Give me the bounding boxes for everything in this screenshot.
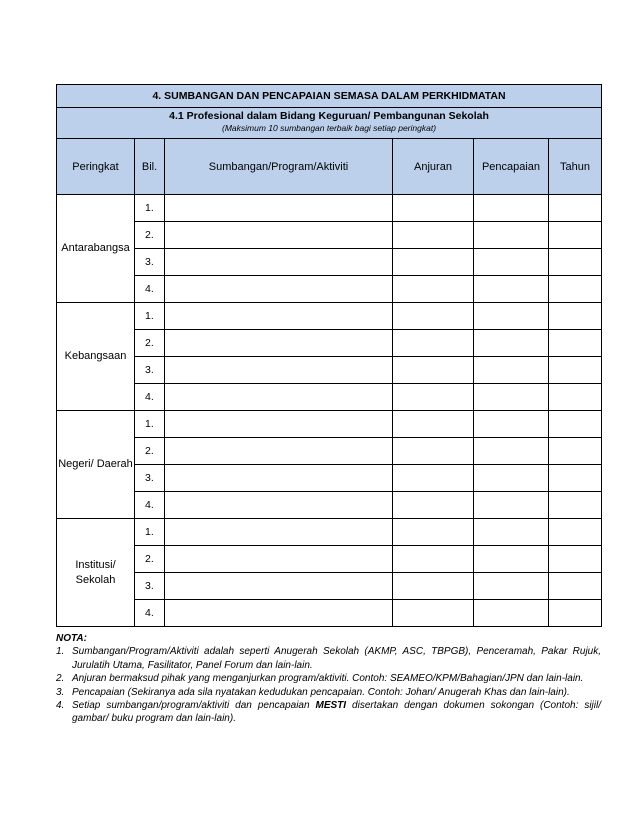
table-row — [57, 357, 602, 384]
table-row — [57, 411, 602, 438]
sumbangan-cell[interactable] — [165, 438, 393, 465]
contribution-table — [56, 84, 602, 627]
tahun-cell[interactable] — [549, 384, 602, 411]
sumbangan-cell[interactable] — [165, 222, 393, 249]
tahun-cell[interactable] — [549, 519, 602, 546]
nota-item-text: Sumbangan/Program/Aktiviti adalah seperti Anugerah Sekolah (AKMP, ASC, TBPGB), Penceramah, Pakar Rujuk, Jurulatih Utama, Fasilitator, Panel Forum dan lain-lain. — [72, 646, 601, 671]
nota-item — [56, 699, 601, 726]
anjuran-cell[interactable] — [393, 519, 474, 546]
pencapaian-cell[interactable] — [474, 357, 549, 384]
tahun-cell[interactable] — [549, 546, 602, 573]
pencapaian-cell[interactable] — [474, 330, 549, 357]
category-cell — [57, 411, 135, 519]
nota-section — [56, 632, 601, 726]
tahun-cell[interactable] — [549, 438, 602, 465]
row-number: 4. — [135, 600, 165, 627]
nota-list — [56, 645, 601, 725]
category-label: Antarabangsa — [61, 242, 130, 254]
sumbangan-cell[interactable] — [165, 276, 393, 303]
anjuran-cell[interactable] — [393, 492, 474, 519]
anjuran-cell[interactable] — [393, 546, 474, 573]
row-number: 3. — [135, 465, 165, 492]
sumbangan-cell[interactable] — [165, 303, 393, 330]
table-row — [57, 546, 602, 573]
pencapaian-cell[interactable] — [474, 411, 549, 438]
row-number: 1. — [135, 195, 165, 222]
category-cell — [57, 303, 135, 411]
tahun-cell[interactable] — [549, 276, 602, 303]
section-title: 4. SUMBANGAN DAN PENCAPAIAN SEMASA DALAM PERKHIDMATAN — [57, 85, 602, 108]
tahun-cell[interactable] — [549, 195, 602, 222]
anjuran-cell[interactable] — [393, 303, 474, 330]
row-number: 3. — [135, 249, 165, 276]
tahun-cell[interactable] — [549, 357, 602, 384]
anjuran-cell[interactable] — [393, 384, 474, 411]
sumbangan-cell[interactable] — [165, 492, 393, 519]
sumbangan-cell[interactable] — [165, 546, 393, 573]
sumbangan-cell[interactable] — [165, 411, 393, 438]
pencapaian-cell[interactable] — [474, 276, 549, 303]
category-label-line2: Sekolah — [75, 573, 116, 586]
category-cell — [57, 195, 135, 303]
category-label: Negeri/ Daerah — [58, 458, 133, 470]
pencapaian-cell[interactable] — [474, 249, 549, 276]
col-header-pencapaian: Pencapaian — [474, 139, 549, 195]
tahun-cell[interactable] — [549, 411, 602, 438]
pencapaian-cell[interactable] — [474, 465, 549, 492]
nota-item-text: Pencapaian (Sekiranya ada sila nyatakan kedudukan pencapaian. Contoh: Johan/ Anugerah Khas dan lain-lain). — [72, 686, 570, 698]
table-row — [57, 573, 602, 600]
anjuran-cell[interactable] — [393, 438, 474, 465]
row-number: 2. — [135, 438, 165, 465]
row-number: 4. — [135, 384, 165, 411]
table-row — [57, 519, 602, 546]
subsection-title: 4.1 Profesional dalam Bidang Keguruan/ Pembangunan Sekolah — [169, 110, 489, 122]
table-row — [57, 249, 602, 276]
pencapaian-cell[interactable] — [474, 303, 549, 330]
table-row — [57, 384, 602, 411]
anjuran-cell[interactable] — [393, 330, 474, 357]
row-number: 4. — [135, 492, 165, 519]
tahun-cell[interactable] — [549, 303, 602, 330]
category-label: Institusi/ — [75, 558, 116, 571]
pencapaian-cell[interactable] — [474, 546, 549, 573]
table-row — [57, 600, 602, 627]
sumbangan-cell[interactable] — [165, 600, 393, 627]
nota-item-number: 2. — [56, 673, 65, 685]
sumbangan-cell[interactable] — [165, 519, 393, 546]
sumbangan-cell[interactable] — [165, 195, 393, 222]
table-row — [57, 195, 602, 222]
col-header-tahun: Tahun — [549, 139, 602, 195]
sumbangan-cell[interactable] — [165, 573, 393, 600]
tahun-cell[interactable] — [549, 492, 602, 519]
section-subheader — [57, 108, 602, 139]
nota-item — [56, 645, 601, 672]
pencapaian-cell[interactable] — [474, 600, 549, 627]
subsection-note: (Maksimum 10 sumbangan terbaik bagi setiap peringkat) — [222, 123, 437, 133]
anjuran-cell[interactable] — [393, 357, 474, 384]
pencapaian-cell[interactable] — [474, 195, 549, 222]
row-number: 2. — [135, 546, 165, 573]
table-row — [57, 438, 602, 465]
table-row — [57, 303, 602, 330]
row-number: 3. — [135, 357, 165, 384]
nota-item-number: 1. — [56, 646, 65, 658]
col-header-peringkat: Peringkat — [57, 139, 135, 195]
nota-title: NOTA: — [56, 633, 87, 644]
pencapaian-cell[interactable] — [474, 438, 549, 465]
category-cell — [57, 519, 135, 627]
nota-item-number: 4. — [56, 700, 65, 712]
nota-item-emphasis: MESTI — [315, 700, 347, 712]
pencapaian-cell[interactable] — [474, 222, 549, 249]
table-row — [57, 492, 602, 519]
pencapaian-cell[interactable] — [474, 492, 549, 519]
pencapaian-cell[interactable] — [474, 384, 549, 411]
row-number: 2. — [135, 222, 165, 249]
sumbangan-cell[interactable] — [165, 465, 393, 492]
nota-item-text: Setiap sumbangan/program/aktiviti dan pencapaian — [72, 700, 316, 712]
row-number: 1. — [135, 519, 165, 546]
tahun-cell[interactable] — [549, 465, 602, 492]
tahun-cell[interactable] — [549, 249, 602, 276]
tahun-cell[interactable] — [549, 222, 602, 249]
nota-item — [56, 686, 601, 699]
nota-item-text: Anjuran bermaksud pihak yang menganjurkan program/aktiviti. Contoh: SEAMEO/KPM/Bahagian/JPN dan lain-lain. — [72, 673, 584, 685]
anjuran-cell[interactable] — [393, 222, 474, 249]
anjuran-cell[interactable] — [393, 600, 474, 627]
tahun-cell[interactable] — [549, 573, 602, 600]
table-row — [57, 276, 602, 303]
row-number: 3. — [135, 573, 165, 600]
tahun-cell[interactable] — [549, 600, 602, 627]
anjuran-cell[interactable] — [393, 249, 474, 276]
col-header-anjuran: Anjuran — [393, 139, 474, 195]
col-header-bil: Bil. — [135, 139, 165, 195]
row-number: 1. — [135, 411, 165, 438]
nota-item-text: disertakan dengan dokumen sokongan (Contoh: sijil/ gambar/ buku program dan lain-lain). — [72, 700, 601, 725]
category-label: Kebangsaan — [64, 350, 127, 362]
row-number: 4. — [135, 276, 165, 303]
anjuran-cell[interactable] — [393, 276, 474, 303]
sumbangan-cell[interactable] — [165, 330, 393, 357]
anjuran-cell[interactable] — [393, 573, 474, 600]
table-row — [57, 465, 602, 492]
sumbangan-cell[interactable] — [165, 249, 393, 276]
anjuran-cell[interactable] — [393, 195, 474, 222]
row-number: 2. — [135, 330, 165, 357]
anjuran-cell[interactable] — [393, 411, 474, 438]
pencapaian-cell[interactable] — [474, 519, 549, 546]
tahun-cell[interactable] — [549, 330, 602, 357]
nota-item — [56, 672, 601, 685]
sumbangan-cell[interactable] — [165, 357, 393, 384]
table-row — [57, 222, 602, 249]
table-row — [57, 330, 602, 357]
anjuran-cell[interactable] — [393, 465, 474, 492]
sumbangan-cell[interactable] — [165, 384, 393, 411]
nota-item-number: 3. — [56, 686, 65, 698]
col-header-sumbangan: Sumbangan/Program/Aktiviti — [165, 139, 393, 195]
pencapaian-cell[interactable] — [474, 573, 549, 600]
row-number: 1. — [135, 303, 165, 330]
